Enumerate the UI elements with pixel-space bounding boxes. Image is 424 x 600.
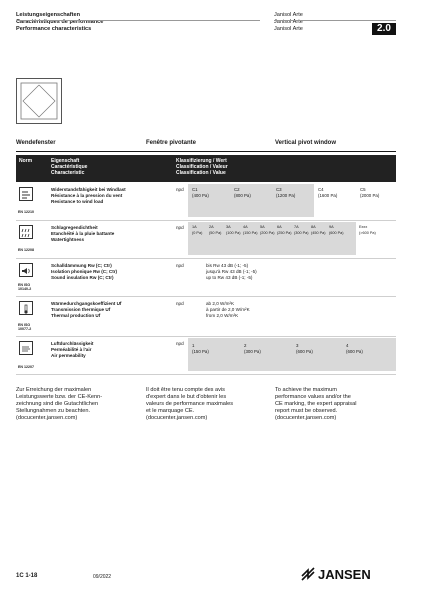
- value-fr: à partir de 2,0 W/m²K: [206, 306, 250, 312]
- header-title-de: Leistungseigenschaften: [16, 12, 81, 18]
- title-rule: [16, 151, 396, 152]
- property-fr: Résistance à la pression du vent: [51, 192, 123, 198]
- row-npd: npd: [176, 341, 184, 346]
- col-property-fr: Caractéristique: [51, 164, 88, 170]
- row-property: [51, 263, 117, 280]
- col-classification: [176, 158, 228, 176]
- value-de: bis Rw 43 dB (-1; -5): [206, 263, 249, 268]
- col-property-de: Eigenschaft: [51, 158, 80, 164]
- property-en: Watertightness: [51, 236, 85, 242]
- class-c1: C1 (400 Pa): [192, 187, 209, 198]
- air-icon: [19, 341, 33, 355]
- class-band: [188, 338, 396, 371]
- class-7a: 7A (300 Pa): [294, 225, 309, 235]
- header-title-en: Performance characteristics: [16, 26, 92, 33]
- rain-icon: [19, 225, 33, 239]
- class-exxx: Exxx (>600 Pa): [359, 225, 376, 235]
- col-property: [51, 158, 87, 176]
- property-de: Schalldämmung Rw (C; Ctr): [51, 263, 112, 268]
- row-property: [51, 225, 114, 242]
- window-symbol-icon: [16, 78, 62, 124]
- header-product: [274, 12, 303, 34]
- property-de: Schlagregendichtheit: [51, 225, 98, 230]
- header-title-fr: Caractéristiques de performance: [16, 19, 104, 26]
- header-rule-2: [274, 20, 396, 21]
- svg-text:JANSEN: JANSEN: [318, 567, 371, 582]
- class-2: 2 (300 Pa): [244, 343, 261, 354]
- sound-icon: [19, 263, 33, 277]
- row-norm: EN ISO 10077-2: [18, 323, 32, 331]
- value-fr: jusqu'à Rw 43 dB (-1; -5): [206, 268, 257, 274]
- class-2a: 2A (50 Pa): [209, 225, 222, 235]
- property-en: Thermal production Uf: [51, 312, 101, 318]
- row-norm: EN 12207: [18, 365, 34, 369]
- property-fr: Transmission thermique Uf: [51, 306, 111, 312]
- table-row: [16, 184, 396, 221]
- class-4: 4 (600 Pa): [346, 343, 363, 354]
- property-fr: Etanchéité à la pluie battante: [51, 230, 115, 236]
- note-fr: Il doit être tenu compte des avis d'expert dans le but d'obtenir les valeurs de performance maximales et le marquage CE. (docucenter.jansen.com): [146, 387, 234, 421]
- row-property: [51, 187, 126, 204]
- row-npd: npd: [176, 187, 184, 192]
- property-de: Luftdurchlässigkeit: [51, 341, 94, 346]
- col-class-de: Klassifizierung / Wert: [176, 158, 227, 164]
- table-header: [16, 155, 396, 182]
- class-c5: C5 (2000 Pa): [360, 187, 380, 198]
- property-fr: Isolation phonique Rw (C; Ctr): [51, 268, 118, 274]
- header-rule-1: [16, 20, 260, 21]
- property-de: Widerstandsfähigkeit bei Windlast: [51, 187, 126, 192]
- product-line-1: Janisol Arte: [274, 12, 303, 18]
- class-4a: 4A (150 Pa): [243, 225, 258, 235]
- class-9a: 9A (600 Pa): [329, 225, 344, 235]
- value-de: ab 2,0 W/m²K: [206, 301, 235, 306]
- class-3a: 3A (100 Pa): [226, 225, 241, 235]
- property-de: Wärmedurchgangskoeffizient Uf: [51, 301, 122, 306]
- page-number: 1C 1-18: [16, 573, 38, 579]
- page-badge: 2.0: [372, 23, 396, 35]
- table-row: [16, 222, 396, 259]
- table-row: [16, 338, 396, 375]
- class-6a: 6A (250 Pa): [277, 225, 292, 235]
- class-5a: 5A (200 Pa): [260, 225, 275, 235]
- class-c2: C2 (800 Pa): [234, 187, 251, 198]
- thermal-icon: [19, 301, 33, 315]
- wind-load-icon: [19, 187, 33, 201]
- row-property: [51, 301, 121, 318]
- row-property: [51, 341, 93, 358]
- class-c3: C3 (1200 Pa): [276, 187, 296, 198]
- class-c4: C4 (1600 Pa): [318, 187, 338, 198]
- row-npd: npd: [176, 301, 184, 306]
- note-en: To achieve the maximum performance values and/or the CE marking, the expert appraisal report must be observed. (docucenter.jansen.com): [275, 387, 357, 421]
- window-type-fr: Fenêtre pivotante: [146, 140, 197, 146]
- page-date: 09/2022: [93, 574, 112, 580]
- class-3: 3 (600 Pa): [296, 343, 313, 354]
- row-norm: EN ISO 10140-2: [18, 283, 32, 291]
- table-row: [16, 260, 396, 297]
- window-type-de: Wendefenster: [16, 140, 56, 146]
- col-class-en: Classification / Value: [176, 170, 226, 176]
- class-8a: 8A (450 Pa): [311, 225, 326, 235]
- class-1: 1 (150 Pa): [192, 343, 209, 354]
- col-norm: Norm: [19, 158, 33, 164]
- value-en: up to Rw 43 dB (-1; -5): [206, 274, 253, 280]
- row-values: [206, 301, 250, 318]
- row-norm: EN 12210: [18, 210, 34, 214]
- row-values: [206, 263, 257, 280]
- row-npd: npd: [176, 225, 184, 230]
- table-row: [16, 298, 396, 337]
- window-type-en: Vertical pivot window: [275, 140, 337, 146]
- note-de: Zur Erreichung der maximalen Leistungswerte bzw. der CE-Kenn- zeichnung sind die Gutachtlichen Stellungnahmen zu beachten. (docucenter.jansen.com): [16, 387, 103, 421]
- product-line-2: Janisol Arte: [274, 19, 303, 26]
- property-fr: Perméabilité à l'air: [51, 346, 92, 352]
- property-en: Air permeability: [51, 352, 86, 358]
- row-npd: npd: [176, 263, 184, 268]
- property-en: Resistance to wind load: [51, 198, 104, 204]
- product-line-3: Janisol Arte: [274, 26, 303, 33]
- jansen-logo: [300, 566, 396, 582]
- col-property-en: Characteristic: [51, 170, 85, 176]
- col-class-fr: Classification / Valeur: [176, 164, 228, 170]
- row-norm: EN 12208: [18, 248, 34, 252]
- header-titles: [16, 12, 103, 34]
- property-en: Sound insulation Rw (C; Ctr): [51, 274, 114, 280]
- value-en: from 2,0 W/m²K: [206, 312, 239, 318]
- class-1a: 1A (0 Pa): [192, 225, 203, 235]
